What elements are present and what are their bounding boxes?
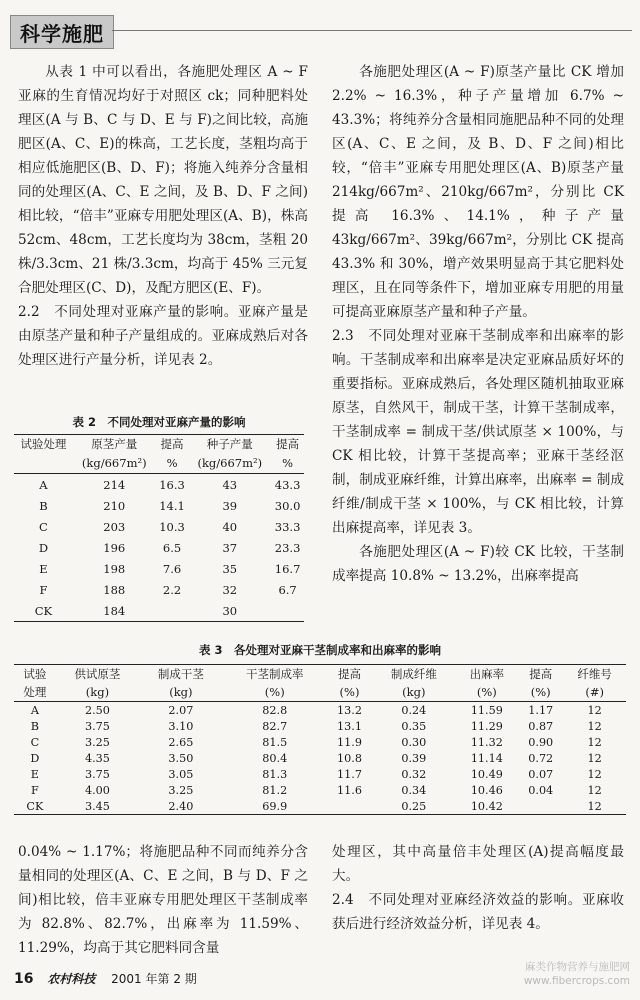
table-cell: 10.46 xyxy=(470,783,503,797)
section-header xyxy=(10,15,114,49)
table2-header: 提高 xyxy=(160,437,184,451)
table-cell: 35 xyxy=(222,561,238,576)
table-row xyxy=(14,558,304,579)
section-title: 科学施肥 xyxy=(20,21,104,46)
table-cell: 12 xyxy=(587,783,602,797)
table-cell: 4.35 xyxy=(84,751,110,765)
table-cell: 0.24 xyxy=(401,703,427,717)
table-cell: 188 xyxy=(103,582,126,597)
table-cell: 12 xyxy=(587,751,602,765)
table-cell: 0.34 xyxy=(401,783,427,797)
table-cell: 11.6 xyxy=(337,783,362,797)
table-cell: F xyxy=(39,582,48,597)
table-cell: 10.3 xyxy=(159,519,185,534)
table-row xyxy=(14,734,626,750)
table-cell: 203 xyxy=(103,519,126,534)
table-cell: 0.90 xyxy=(528,735,554,749)
table-cell: 82.7 xyxy=(262,719,288,733)
table-row xyxy=(14,516,304,537)
left-column xyxy=(18,60,308,372)
table-cell: 3.75 xyxy=(84,767,110,781)
table-cell: 14.1 xyxy=(159,498,185,513)
table-cell: 0.72 xyxy=(528,751,554,765)
page-number: 16 xyxy=(14,971,34,987)
table3-unit: (kg) xyxy=(169,685,193,699)
left-bottom-paragraph: 0.04% ~ 1.17%；将施肥品种不同而纯养分含量相同的处理区(A、C、E 之间，B 与 D、F 之间)相比较，倍丰亚麻专用肥处理区干茎制成率为 82.8%、82.7%，出麻率为 11.59%、11.29%，均高于其它肥料同含量 xyxy=(18,844,308,956)
table-cell: 13.1 xyxy=(337,719,362,733)
left-paragraph-1: 从表 1 中可以看出，各施肥处理区 A ~ F 亚麻的生育情况均好于对照区 ck；同种肥料处理区(A 与 B、C 与 D、E 与 F)之间比较，高施肥区(A、C、E)的株高，工艺长度，茎粗均高于相应低施肥区(B、D、F)；将施入纯养分含量相同的处理区(A、C、E 之间，及 B、D、F 之间)相比较，“倍丰”亚麻专用肥处理区(A、B)，株高 52cm、48cm，工艺长度均为 38cm，茎粗 20 株/3.3cm、21 株/3.3cm，均高于 45% 三元复合肥处理区(C、D)，及配方肥区(E、F)。 xyxy=(18,64,308,296)
table-row xyxy=(14,766,626,782)
table-row xyxy=(14,782,626,798)
table-cell: 6.5 xyxy=(162,540,182,555)
table-cell: 33.3 xyxy=(274,519,301,534)
table3-body xyxy=(14,702,626,815)
table-cell: 11.32 xyxy=(470,735,503,749)
table-row xyxy=(14,474,304,496)
table-cell: 1.17 xyxy=(528,703,554,717)
table3-header: 制成纤维 xyxy=(390,667,437,681)
right-paragraph-3: 各施肥处理区(A ~ F)较 CK 比较，干茎制成率提高 10.8% ~ 13.2%，出麻率提高 xyxy=(332,544,624,584)
table2-unit: % xyxy=(166,456,178,470)
table-cell: 3.05 xyxy=(168,767,194,781)
table3-unit: (kg) xyxy=(85,685,110,699)
table3-unit: (%) xyxy=(264,685,285,699)
table3-unit: 处理 xyxy=(23,685,47,699)
table-cell: 0.07 xyxy=(528,767,554,781)
table2 xyxy=(14,434,304,622)
table2-header: 试验处理 xyxy=(20,437,67,451)
table-cell: 43.3 xyxy=(274,477,301,492)
right-bottom-paragraph-1: 处理区，其中高量倍丰处理区(A)提高幅度最大。 xyxy=(332,844,624,884)
table-cell: 210 xyxy=(103,498,126,513)
table-cell: 30 xyxy=(222,603,238,618)
table2-header: 提高 xyxy=(276,437,300,451)
watermark xyxy=(524,960,630,988)
table-cell: 12 xyxy=(587,735,602,749)
table-cell: 11.9 xyxy=(337,735,362,749)
table3-header: 干茎制成率 xyxy=(246,667,304,681)
right-bottom-paragraph-2: 2.4 不同处理对亚麻经济效益的影响。亚麻收获后进行经济效益分析，详见表 4。 xyxy=(332,892,624,932)
right-paragraph-1: 各施肥处理区(A ~ F)原茎产量比 CK 增加 2.2% ~ 16.3%，种子产量增加 6.7% ~ 43.3%；将纯养分含量相同施肥品种不同的处理区(A、C、E 之间，及 B、D、F 之间)相比较，“倍丰”亚麻专用肥处理区(A、B)原茎产量 214kg/667m²、210kg/667m²，分别比 CK 提高 16.3%、14.1%，种子产量 43kg/667m²、39kg/667m²，分别比 CK 提高 43.3% 和 30%，增产效果明显高于其它肥料处理区，且在同等条件下，增加亚麻专用肥的用量可提高亚麻原茎产量和种子产量。 xyxy=(332,64,624,320)
table3-unit: (%) xyxy=(476,685,497,699)
table-cell: 3.75 xyxy=(84,719,110,733)
journal-name: 农村科技 xyxy=(47,972,96,986)
table-cell: 16.3 xyxy=(159,477,185,492)
table-cell: D xyxy=(30,751,40,765)
table-cell: 214 xyxy=(103,477,126,492)
table-cell: C xyxy=(30,735,40,749)
table-cell: 69.9 xyxy=(262,799,288,813)
table3-unit: (%) xyxy=(339,685,360,699)
table-cell: 3.25 xyxy=(84,735,110,749)
table-cell: 39 xyxy=(222,498,238,513)
table-cell: 10.42 xyxy=(470,799,503,813)
table-cell: 3.50 xyxy=(168,751,194,765)
watermark-line-2: www.fibercrops.com xyxy=(523,975,630,987)
table-cell: 11.7 xyxy=(337,767,362,781)
table-cell: 40 xyxy=(222,519,238,534)
table-cell: 0.04 xyxy=(528,783,554,797)
table-cell: B xyxy=(30,719,39,733)
table-cell: 11.14 xyxy=(470,751,503,765)
table-cell: 37 xyxy=(222,540,238,555)
table2-header: 种子产量 xyxy=(206,437,253,451)
left-paragraph-2: 2.2 不同处理对亚麻产量的影响。亚麻产量是由原茎产量和种子产量组成的。亚麻成熟后对各处理区进行产量分析，详见表 2。 xyxy=(18,304,308,368)
table2-caption: 表 2 不同处理对亚麻产量的影响 xyxy=(72,415,246,429)
right-bottom-column xyxy=(332,840,624,936)
table-cell: B xyxy=(39,498,48,513)
table-cell: 0.87 xyxy=(528,719,554,733)
left-bottom-column xyxy=(18,840,308,960)
table-cell: 3.10 xyxy=(168,719,194,733)
table-cell xyxy=(156,600,189,622)
table-cell: 4.00 xyxy=(84,783,110,797)
table-cell xyxy=(271,600,304,622)
table3-unit: (#) xyxy=(585,685,604,699)
table-cell: 0.25 xyxy=(401,799,427,813)
table-cell: 12 xyxy=(587,799,602,813)
table-cell: 11.59 xyxy=(470,703,503,717)
header-rule xyxy=(112,30,632,31)
table-cell: E xyxy=(39,561,48,576)
table3-header: 供试原茎 xyxy=(74,667,121,681)
table-cell: 81.2 xyxy=(262,783,288,797)
right-column xyxy=(332,60,624,588)
table-cell: 7.6 xyxy=(162,561,182,576)
table-cell: 198 xyxy=(103,561,126,576)
table-cell: 10.8 xyxy=(337,751,362,765)
table2-body xyxy=(14,474,304,622)
table3-header: 提高 xyxy=(529,667,553,681)
table-cell: 43 xyxy=(222,477,238,492)
table-cell: 184 xyxy=(103,603,126,618)
table-cell: 23.3 xyxy=(274,540,301,555)
table-cell: 0.35 xyxy=(401,719,427,733)
table-cell: CK xyxy=(26,799,44,813)
table-cell: 12 xyxy=(587,703,602,717)
table-cell: C xyxy=(39,519,48,534)
table-cell: 2.65 xyxy=(168,735,194,749)
table-cell: 196 xyxy=(103,540,126,555)
table-row xyxy=(14,750,626,766)
table3-unit: (kg) xyxy=(402,685,426,699)
table3-header: 纤维号 xyxy=(577,667,612,681)
table-cell xyxy=(327,798,372,815)
table-cell: A xyxy=(30,703,39,717)
table3-header: 提高 xyxy=(338,667,361,681)
table-cell: 0.32 xyxy=(401,767,427,781)
issue-label: 2001 年第 2 期 xyxy=(111,972,197,986)
table-cell: 2.2 xyxy=(162,582,182,597)
table-cell: 81.3 xyxy=(262,767,288,781)
table-cell: D xyxy=(38,540,49,555)
table-row xyxy=(14,702,626,719)
table3 xyxy=(14,664,626,815)
table3-unit: (%) xyxy=(530,685,551,699)
table-cell: 30.0 xyxy=(274,498,301,513)
table-cell: 0.30 xyxy=(401,735,427,749)
table-cell: 0.39 xyxy=(401,751,427,765)
table-cell: 81.5 xyxy=(262,735,288,749)
table2-unit xyxy=(14,454,73,474)
table-cell: 2.07 xyxy=(168,703,194,717)
table2-unit: % xyxy=(282,456,294,470)
table-cell: F xyxy=(30,783,39,797)
table-row xyxy=(14,600,304,622)
table-cell: 11.29 xyxy=(470,719,503,733)
table-row xyxy=(14,579,304,600)
table-cell: 82.8 xyxy=(262,703,288,717)
table-cell: 12 xyxy=(587,719,602,733)
right-paragraph-2: 2.3 不同处理对亚麻干茎制成率和出麻率的影响。干茎制成率和出麻率是决定亚麻品质好坏的重要指标。亚麻成熟后，各处理区随机抽取亚麻原茎，自然风干，制成干茎，计算干茎制成率，干茎制成率 = 制成干茎/供试原茎 × 100%，与 CK 相比较，计算干茎提高率；亚麻干茎经沤制，制成亚麻纤维，计算出麻率，出麻率 = 制成纤维/制成干茎 × 100%，与 CK 相比较，计算出麻提高率，详见表 3。 xyxy=(332,328,624,536)
table3-header: 试验 xyxy=(23,667,47,681)
table-row xyxy=(14,798,626,815)
watermark-line-1: 麻类作物营养与施肥网 xyxy=(525,961,630,973)
table-cell: 3.45 xyxy=(84,799,110,813)
table-cell: 16.7 xyxy=(274,561,301,576)
table2-header: 原茎产量 xyxy=(91,437,138,451)
table-cell: 2.40 xyxy=(168,799,194,813)
table-cell: A xyxy=(39,477,48,492)
table-row xyxy=(14,495,304,516)
table2-unit: (kg/667m²) xyxy=(197,456,263,470)
table-row xyxy=(14,718,626,734)
table-cell: CK xyxy=(34,603,53,618)
table2-unit: (kg/667m²) xyxy=(81,456,147,470)
table-cell: 3.25 xyxy=(168,783,194,797)
table-cell: 6.7 xyxy=(278,582,297,597)
page-footer xyxy=(14,970,197,987)
table-cell xyxy=(518,798,563,815)
table3-header: 制成干茎 xyxy=(157,667,204,681)
table-cell: 80.4 xyxy=(262,751,288,765)
table3-header: 出麻率 xyxy=(469,667,505,681)
table-cell: 10.49 xyxy=(470,767,503,781)
table-cell: 12 xyxy=(587,767,602,781)
table-cell: 13.2 xyxy=(337,703,362,717)
table3-caption: 表 3 各处理对亚麻干茎制成率和出麻率的影响 xyxy=(198,643,441,657)
table-cell: E xyxy=(30,767,39,781)
table-row xyxy=(14,537,304,558)
table-cell: 32 xyxy=(222,582,238,597)
table-cell: 2.50 xyxy=(84,703,110,717)
